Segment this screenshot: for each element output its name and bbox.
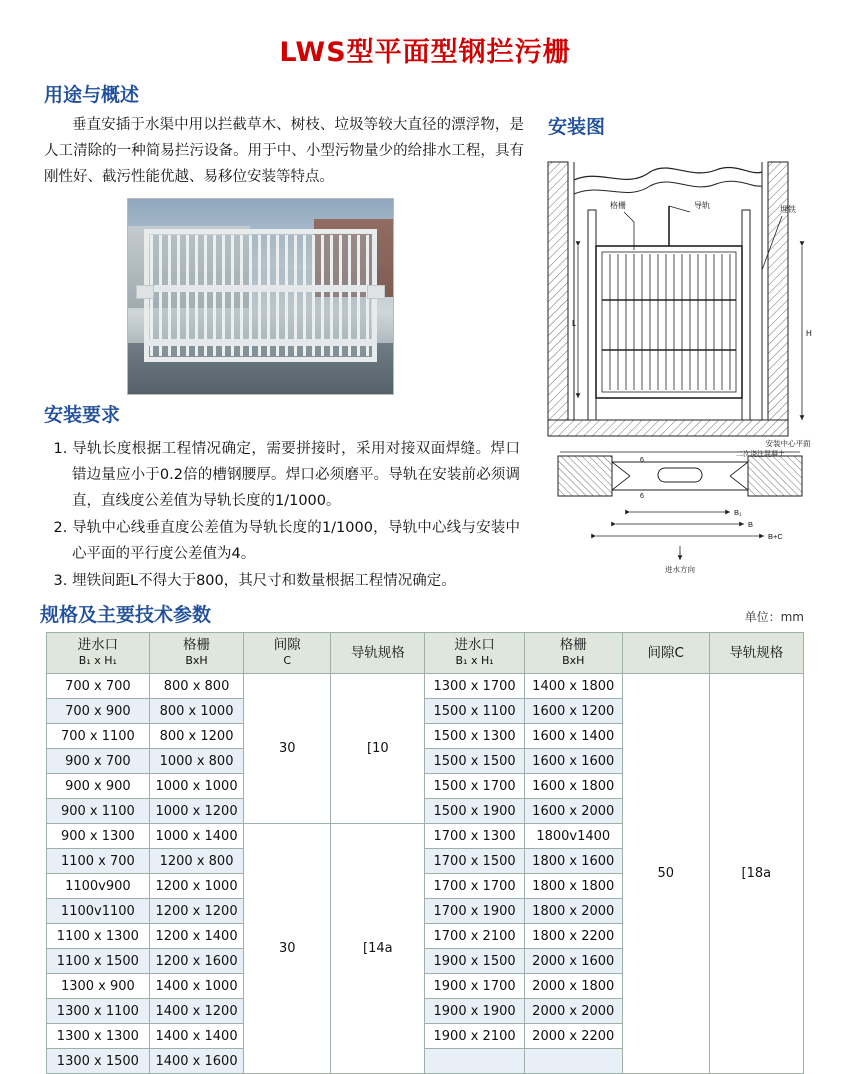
cell-grid-right: 1800 x 1600	[524, 849, 622, 874]
cell-grid-left: 800 x 1000	[149, 699, 244, 724]
photo-grille-lug-right	[367, 285, 385, 299]
cell-grid-right: 2000 x 2200	[524, 1024, 622, 1049]
usage-text	[44, 112, 524, 190]
col-header-rail-left: 导轨规格	[331, 633, 425, 674]
cell-grid-right	[524, 1049, 622, 1074]
list-item: 2. 导轨中心线垂直度公差值为导轨长度的1/1000，导轨中心线与安装中心平面的平行度公差值为4。	[72, 515, 520, 567]
cell-grid-left: 1400 x 1400	[149, 1024, 244, 1049]
cell-inlet-right: 1500 x 1100	[425, 699, 524, 724]
cell-inlet-right: 1900 x 1700	[425, 974, 524, 999]
cell-grid-right: 1600 x 2000	[524, 799, 622, 824]
table-header-row	[47, 633, 804, 674]
list-item: 3. 埋铁间距L不得大于800，其尺寸和数量根据工程情况确定。	[72, 568, 520, 594]
cell-grid-right: 2000 x 1600	[524, 949, 622, 974]
label-b: B	[748, 520, 754, 529]
cell-grid-right: 1800 x 1800	[524, 874, 622, 899]
cell-rail-left-bottom: [14a	[331, 824, 425, 1074]
cell-grid-right: 1600 x 1600	[524, 749, 622, 774]
col-header-gap-left: 间隙 C	[244, 633, 331, 674]
label-grid: 格栅	[610, 201, 626, 210]
install-requirements-list	[50, 436, 520, 595]
cell-grid-left: 1400 x 1000	[149, 974, 244, 999]
cell-inlet-right: 1500 x 1300	[425, 724, 524, 749]
cell-grid-right: 1800v1400	[524, 824, 622, 849]
cell-inlet-left: 1300 x 1500	[47, 1049, 150, 1074]
installation-drawing	[530, 150, 830, 590]
cell-grid-right: 1400 x 1800	[524, 674, 622, 699]
cell-inlet-left: 1100 x 1300	[47, 924, 150, 949]
cell-grid-right: 2000 x 1800	[524, 974, 622, 999]
cell-inlet-right: 1500 x 1700	[425, 774, 524, 799]
cell-inlet-right: 1700 x 2100	[425, 924, 524, 949]
cell-inlet-right: 1500 x 1500	[425, 749, 524, 774]
cell-grid-left: 1000 x 800	[149, 749, 244, 774]
usage-paragraph: 垂直安插于水渠中用以拦截草木、树枝、垃圾等较大直径的漂浮物，是人工清除的一种简易拦污设备。用于中、小型污物量少的给排水工程，具有刚性好、截污性能优越、易移位安装等特点。	[44, 117, 524, 185]
photo-grille-crossbar-upper	[144, 285, 377, 292]
photo-grille-bars	[150, 235, 371, 356]
label-embed: 埋铁	[780, 205, 796, 214]
unit-label: 单位：mm	[744, 610, 804, 624]
cell-inlet-left: 900 x 700	[47, 749, 150, 774]
cell-grid-left: 1000 x 1000	[149, 774, 244, 799]
col-header-grid-right: 格栅 BxH	[524, 633, 622, 674]
cell-inlet-left: 700 x 1100	[47, 724, 150, 749]
cell-inlet-right: 1900 x 2100	[425, 1024, 524, 1049]
section-heading-spec: 规格及主要技术参数	[40, 604, 212, 626]
cell-grid-left: 1200 x 1600	[149, 949, 244, 974]
photo-grille-lug-left	[136, 285, 154, 299]
section-heading-drawing: 安装图	[548, 116, 606, 138]
spec-table	[46, 632, 804, 1074]
col-header-grid-left: 格栅 BxH	[149, 633, 244, 674]
cell-inlet-right: 1700 x 1300	[425, 824, 524, 849]
col-header-rail-right: 导轨规格	[709, 633, 803, 674]
section-heading-install-requirements: 安装要求	[44, 404, 121, 426]
cell-grid-left: 1200 x 800	[149, 849, 244, 874]
spec-table-head	[47, 633, 804, 674]
cell-inlet-right	[425, 1049, 524, 1074]
cell-inlet-left: 900 x 1300	[47, 824, 150, 849]
cell-grid-right: 2000 x 2000	[524, 999, 622, 1024]
cell-inlet-left: 1100v900	[47, 874, 150, 899]
cell-inlet-right: 1900 x 1500	[425, 949, 524, 974]
page-title: LWS型平面型钢拦污栅	[279, 37, 571, 68]
cell-inlet-right: 1900 x 1900	[425, 999, 524, 1024]
cell-grid-left: 1200 x 1400	[149, 924, 244, 949]
cell-inlet-right: 1700 x 1900	[425, 899, 524, 924]
cell-inlet-right: 1300 x 1700	[425, 674, 524, 699]
cell-rail-left-top: [10	[331, 674, 425, 824]
label-rail: 导轨	[694, 201, 710, 210]
cell-grid-left: 1200 x 1000	[149, 874, 244, 899]
cell-inlet-left: 1100v1100	[47, 899, 150, 924]
cell-grid-right: 1600 x 1800	[524, 774, 622, 799]
cell-inlet-right: 1700 x 1700	[425, 874, 524, 899]
list-item: 1. 导轨长度根据工程情况确定，需要拼接时，采用对接双面焊缝。焊口错边量应小于0.2倍的槽钢腰厚。焊口必须磨平。导轨在安装前必须调直，直线度公差值为导轨长度的1/1000。	[72, 436, 520, 514]
installation-drawing-svg	[530, 150, 830, 590]
label-b1: B₁	[734, 508, 742, 517]
label-weld-a: 6	[640, 457, 644, 464]
cell-rail-right: [18a	[709, 674, 803, 1074]
label-bc: B+C	[768, 532, 783, 541]
cell-gap-left-bottom: 30	[244, 824, 331, 1074]
cell-inlet-left: 700 x 700	[47, 674, 150, 699]
cell-gap-right: 50	[622, 674, 709, 1074]
section-heading-usage: 用途与概述	[44, 84, 140, 106]
cell-grid-right: 1800 x 2000	[524, 899, 622, 924]
cell-inlet-left: 1100 x 700	[47, 849, 150, 874]
cell-grid-left: 800 x 800	[149, 674, 244, 699]
cell-grid-left: 1000 x 1400	[149, 824, 244, 849]
cell-inlet-left: 1300 x 1100	[47, 999, 150, 1024]
cell-grid-right: 1800 x 2200	[524, 924, 622, 949]
cell-grid-left: 1000 x 1200	[149, 799, 244, 824]
table-row	[47, 674, 804, 699]
cell-grid-left: 800 x 1200	[149, 724, 244, 749]
cell-grid-left: 1200 x 1200	[149, 899, 244, 924]
cell-inlet-left: 900 x 900	[47, 774, 150, 799]
cell-inlet-left: 700 x 900	[47, 699, 150, 724]
col-header-gap-right: 间隙C	[622, 633, 709, 674]
cell-grid-left: 1400 x 1200	[149, 999, 244, 1024]
photo-grille-crossbar-lower	[144, 339, 377, 346]
spec-table-body	[47, 674, 804, 1074]
label-center-plane: 安装中心平面	[765, 439, 811, 448]
label-secondary-concrete: 二次浇注混凝土	[736, 451, 785, 458]
cell-grid-left: 1400 x 1600	[149, 1049, 244, 1074]
cell-inlet-left: 900 x 1100	[47, 799, 150, 824]
cell-grid-right: 1600 x 1400	[524, 724, 622, 749]
cell-inlet-left: 1300 x 1300	[47, 1024, 150, 1049]
cell-grid-right: 1600 x 1200	[524, 699, 622, 724]
col-header-inlet-left: 进水口 B₁ x H₁	[47, 633, 150, 674]
label-weld-b: 6	[640, 493, 644, 500]
cell-inlet-left: 1100 x 1500	[47, 949, 150, 974]
label-dim-L: L	[572, 319, 577, 328]
label-flow-direction: 进水方向	[665, 565, 695, 574]
cell-inlet-right: 1700 x 1500	[425, 849, 524, 874]
label-dim-H: H	[806, 329, 812, 338]
col-header-inlet-right: 进水口 B₁ x H₁	[425, 633, 524, 674]
cell-inlet-right: 1500 x 1900	[425, 799, 524, 824]
product-photo	[127, 198, 394, 395]
cell-gap-left-top: 30	[244, 674, 331, 824]
cell-inlet-left: 1300 x 900	[47, 974, 150, 999]
